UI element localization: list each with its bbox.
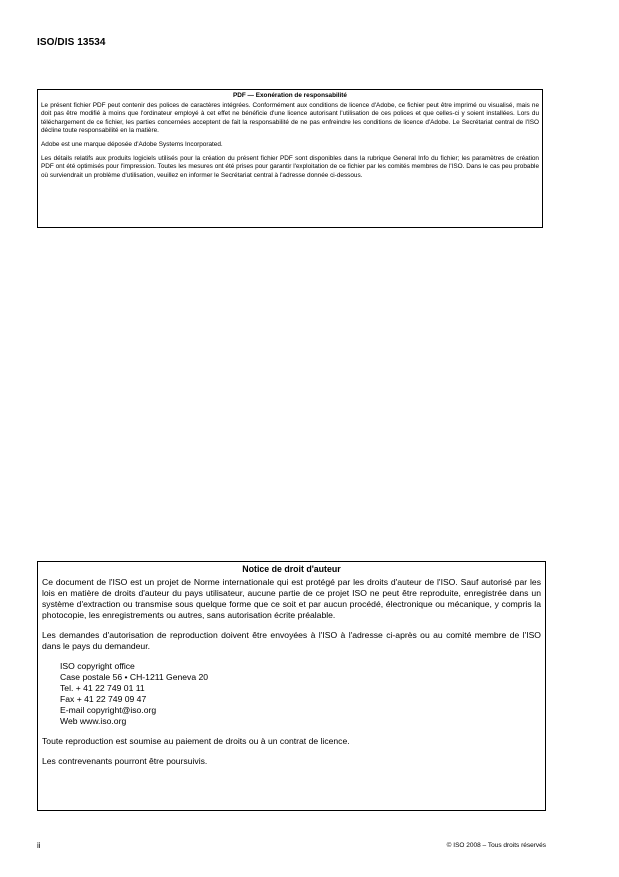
copyright-paragraph: Ce document de l'ISO est un projet de Norme internationale qui est protégé par les droits d'auteur de l'ISO. Sauf autorisé par les lois en matière de droits d'auteur du pays utilisateur, aucune partie de ce projet ISO ne peut être reproduite, enregistrée dans un système d'extraction ou transmise sous quelque forme que ce soit et par aucun procédé, électronique ou mécanique, y compris la photocopie, les enregistrements ou autres, sans autorisation écrite préalable.	[42, 577, 541, 620]
disclaimer-title: PDF — Exonération de responsabilité	[233, 92, 347, 99]
pdf-disclaimer-box	[37, 89, 543, 228]
copyright-notice-box	[37, 561, 546, 811]
address-line: E-mail copyright@iso.org	[60, 705, 157, 715]
copyright-paragraph: Les demandes d'autorisation de reproduction doivent être envoyées à l'ISO à l'adresse ci-après ou au comité membre de l'ISO dans le pays du demandeur.	[42, 630, 541, 651]
document-id: ISO/DIS 13534	[37, 37, 106, 48]
copyright-paragraph: Toute reproduction est soumise au paiement de droits ou à un contrat de licence.	[42, 736, 350, 746]
address-line: Web www.iso.org	[60, 716, 127, 726]
copyright-paragraph: Les contrevenants pourront être poursuivis.	[42, 756, 208, 766]
footer-rights: © ISO 2008 – Tous droits réservés	[446, 842, 546, 849]
address-line: ISO copyright office	[60, 661, 135, 671]
copyright-title: Notice de droit d'auteur	[242, 564, 341, 574]
address-line: Case postale 56 • CH-1211 Geneva 20	[60, 672, 209, 682]
iso-address-block	[60, 661, 541, 727]
disclaimer-paragraph: Le présent fichier PDF peut contenir des polices de caractères intégrées. Conformément aux conditions de licence d'Adobe, ce fichier peut être imprimé ou visualisé, mais ne doit pas être modifié à moins que l'ordinateur employé à cet effet ne bénéficie d'une licence autorisant l'utilisation de ces polices et que celles-ci y soient installées. Lors du téléchargement de ce fichier, les parties concernées acceptent de fait la responsabilité de ne pas enfreindre les conditions de licence d'Adobe. Le Secrétariat central de l'ISO décline toute responsabilité en la matière.	[41, 102, 539, 134]
address-line: Tel. + 41 22 749 01 11	[60, 683, 145, 693]
disclaimer-paragraph: Les détails relatifs aux produits logiciels utilisés pour la création du présent fichier PDF sont disponibles dans la rubrique General Info du fichier; les paramètres de création PDF ont été optimisés pour l'impression. Toutes les mesures ont été prises pour garantir l'exploitation de ce fichier par les comités membres de l'ISO. Dans le cas peu probable où surviendrait un problème d'utilisation, veuillez en informer le Secrétariat central à l'adresse donnée ci-dessous.	[41, 155, 539, 179]
address-line: Fax + 41 22 749 09 47	[60, 694, 147, 704]
disclaimer-paragraph: Adobe est une marque déposée d'Adobe Systems Incorporated.	[41, 141, 223, 149]
page-number: ii	[37, 841, 41, 850]
